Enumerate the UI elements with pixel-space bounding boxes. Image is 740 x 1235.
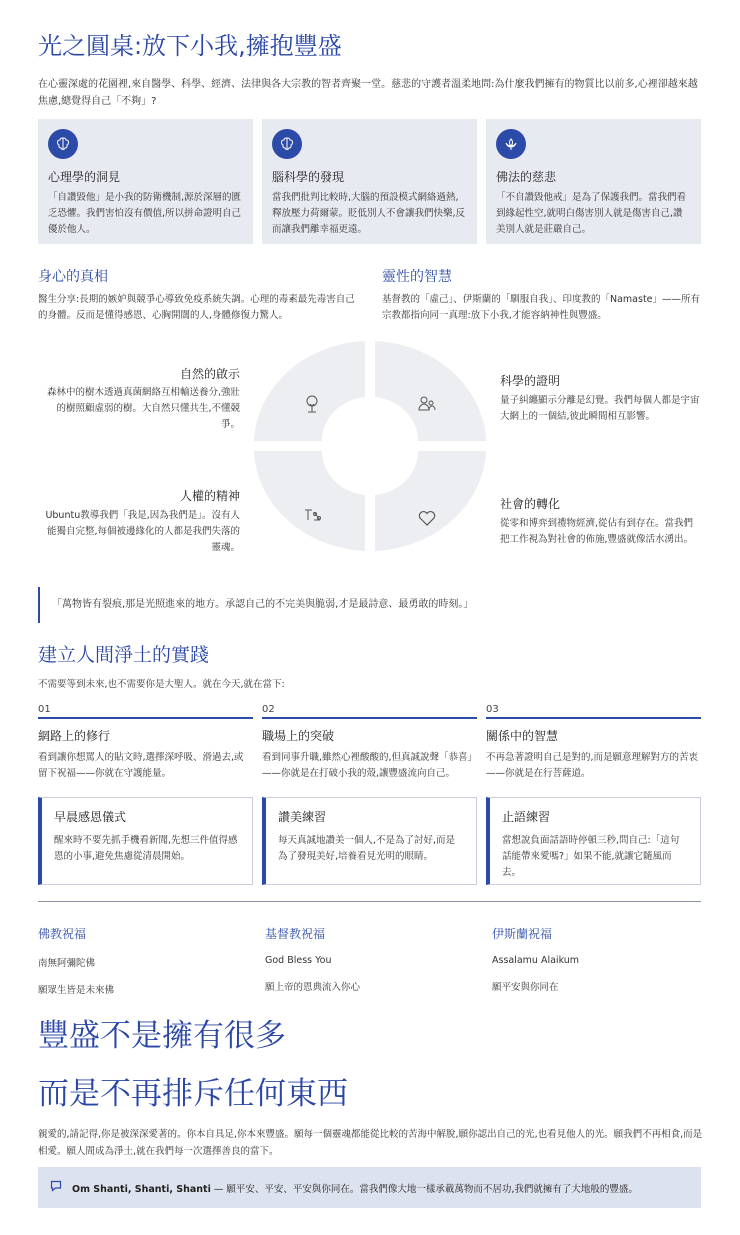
- banner-text: — 願平安、平安、平安與你同在。當我們像大地一樣承載萬物而不居功,我們就擁有了大地般的豐盛。: [210, 1183, 638, 1195]
- box-title: 讚美練習: [278, 810, 327, 824]
- step-text: 看到讓你想罵人的貼文時,選擇深呼吸、滑過去,或留下祝福——你就在守護能量。: [38, 752, 244, 779]
- headline-line-2: 而是不再排斥任何東西: [38, 1076, 348, 1112]
- nature-title: 自然的啟示: [179, 367, 240, 381]
- box-title: 早晨感恩儀式: [54, 810, 127, 824]
- practice-box-silence: [486, 797, 701, 885]
- quote-block: 「萬物皆有裂痕,那是光照進來的地方。承認自己的不完美與脆弱,才是最詩意、最勇敢的時刻。」: [38, 587, 538, 623]
- brain-icon: [272, 129, 302, 159]
- card-buddhism: [486, 119, 701, 244]
- practice-box-praise: [262, 797, 477, 885]
- step-work: [262, 704, 477, 782]
- body-mind-title: 身心的真相: [38, 269, 108, 285]
- science-text: 量子糾纏顯示分離是幻覺。我們每個人都是宇宙大網上的一個結,彼此瞬間相互影響。: [500, 395, 700, 422]
- quadrant-rights: [254, 451, 365, 551]
- quadrant-society: [375, 451, 486, 551]
- spirit-title: 靈性的智慧: [382, 269, 452, 285]
- card-psychology: [38, 119, 253, 244]
- brain-icon: [48, 129, 78, 159]
- blessing-line: God Bless You: [265, 955, 332, 966]
- rights-title: 人權的精神: [179, 489, 240, 503]
- card-text: 「不自讚毀他戒」是為了保護我們。當我們看到緣起性空,就明白傷害別人就是傷害自己,讚美別人就是莊嚴自己。: [496, 192, 687, 235]
- step-online: [38, 704, 253, 782]
- blessing-line: 願平安與你同在: [492, 982, 559, 993]
- box-text: 醒來時不要先抓手機看新聞,先想三件值得感恩的小事,避免焦慮從清晨開始。: [54, 835, 238, 862]
- step-divider: [38, 717, 253, 719]
- step-number: 02: [262, 704, 275, 715]
- practice-title: 建立人間淨土的實踐: [38, 644, 210, 666]
- practice-box-gratitude: [38, 797, 253, 885]
- box-title: 止語練習: [502, 810, 551, 824]
- practice-intro: 不需要等到未來,也不需要你是大聖人。就在今天,就在當下:: [38, 679, 285, 690]
- quadrant-science: [375, 341, 486, 441]
- nature-text: 森林中的樹木透過真菌網絡互相輸送養分,強壯的樹照顧虛弱的樹。大自然只懂共生,不懂競爭。: [46, 387, 240, 430]
- step-number: 01: [38, 704, 51, 715]
- page-title: 光之圓桌:放下小我,擁抱豐盛: [38, 32, 342, 60]
- step-divider: [486, 717, 701, 719]
- blessing-line: 願眾生皆是未來佛: [38, 985, 115, 996]
- section-divider: [38, 901, 701, 902]
- blessing-title: 伊斯蘭祝福: [492, 927, 553, 941]
- closing-banner: [38, 1167, 701, 1208]
- card-text: 「自讚毀他」是小我的防衛機制,源於深層的匱乏恐懼。我們害怕沒有價值,所以拼命證明自己優於他人。: [48, 192, 242, 235]
- quadrant-nature: [254, 341, 365, 441]
- step-title: 關係中的智慧: [486, 729, 559, 743]
- science-title: 科學的證明: [500, 374, 561, 388]
- step-title: 網路上的修行: [38, 729, 111, 743]
- blessing-line: Assalamu Alaikum: [492, 955, 580, 966]
- lotus-icon: [496, 129, 526, 159]
- step-relationship: [486, 704, 701, 782]
- society-text: 從零和博弈到禮物經濟,從佔有到存在。當我們把工作視為對社會的佈施,豐盛就像活水湧出。: [500, 518, 694, 545]
- blessing-christian: [265, 925, 465, 993]
- blessing-title: 佛教祝福: [38, 927, 87, 941]
- society-title: 社會的轉化: [500, 497, 561, 511]
- spirit-text: 基督教的「虛己」、伊斯蘭的「馴服自我」、印度教的「Namaste」——所有宗教都指向同一真理:放下小我,才能容納神性與豐盛。: [382, 294, 701, 321]
- card-title: 佛法的慈悲: [496, 170, 557, 184]
- banner-mantra: Om Shanti, Shanti, Shanti: [72, 1183, 211, 1195]
- box-text: 當想說負面話語時停頓三秒,問自己:「這句話能帶來愛嗎?」如果不能,就讓它隨風而去。: [502, 835, 680, 878]
- card-title: 腦科學的發現: [272, 170, 345, 184]
- card-title: 心理學的洞見: [48, 170, 121, 184]
- rights-text: Ubuntu教導我們「我是,因為我們是」。沒有人能獨自完整,每個被邊緣化的人都是我們失落的靈魂。: [45, 510, 240, 553]
- step-title: 職場上的突破: [262, 729, 335, 743]
- quadrant-circle: [252, 340, 488, 552]
- headline-line-1: 豐盛不是擁有很多: [38, 1018, 286, 1054]
- blessing-line: 南無阿彌陀佛: [38, 958, 96, 969]
- step-text: 不再急著證明自己是對的,而是願意理解對方的苦衷——你就是在行菩薩道。: [486, 752, 699, 779]
- blessing-title: 基督教祝福: [265, 927, 326, 941]
- step-divider: [262, 717, 477, 719]
- step-number: 03: [486, 704, 499, 715]
- blessing-islamic: [492, 925, 692, 993]
- blessing-buddhist: [38, 925, 238, 996]
- blessing-line: 願上帝的恩典流入你心: [265, 982, 361, 993]
- card-text: 當我們批判比較時,大腦的預設模式網絡過熱,釋放壓力荷爾蒙。貶低別人不會讓我們快樂,反而讓我們離幸福更遠。: [272, 192, 466, 235]
- card-neuroscience: [262, 119, 477, 244]
- body-mind-text: 醫生分享:長期的嫉妒與競爭心導致免疫系統失調。心理的毒素最先毒害自己的身體。反而是懂得感恩、心胸開闊的人,身體修復力驚人。: [38, 294, 355, 321]
- chat-icon: [50, 1180, 62, 1195]
- closing-text: 親愛的,請記得,你是被深深愛著的。你本自具足,你本來豐盛。願每一個靈魂都能從比較的苦海中解脫,願你認出自己的光,也看見他人的光。願我們不再相食,而是相愛。願人間成為淨土,就在我們每一次選擇善良的當下。: [38, 1129, 703, 1157]
- box-text: 每天真誠地讚美一個人,不是為了討好,而是為了發現美好,培養看見光明的眼睛。: [278, 835, 456, 862]
- step-text: 看到同事升職,雖然心裡酸酸的,但真誠說聲「恭喜」——你就是在打破小我的殼,讓豐盛流向自己。: [262, 752, 473, 779]
- intro-text: 在心靈深處的花園裡,來自醫學、科學、經濟、法律與各大宗教的智者齊聚一堂。慈悲的守護者溫柔地問:為什麼我們擁有的物質比以前多,心裡卻越來越焦慮,總覺得自己「不夠」?: [38, 79, 698, 107]
